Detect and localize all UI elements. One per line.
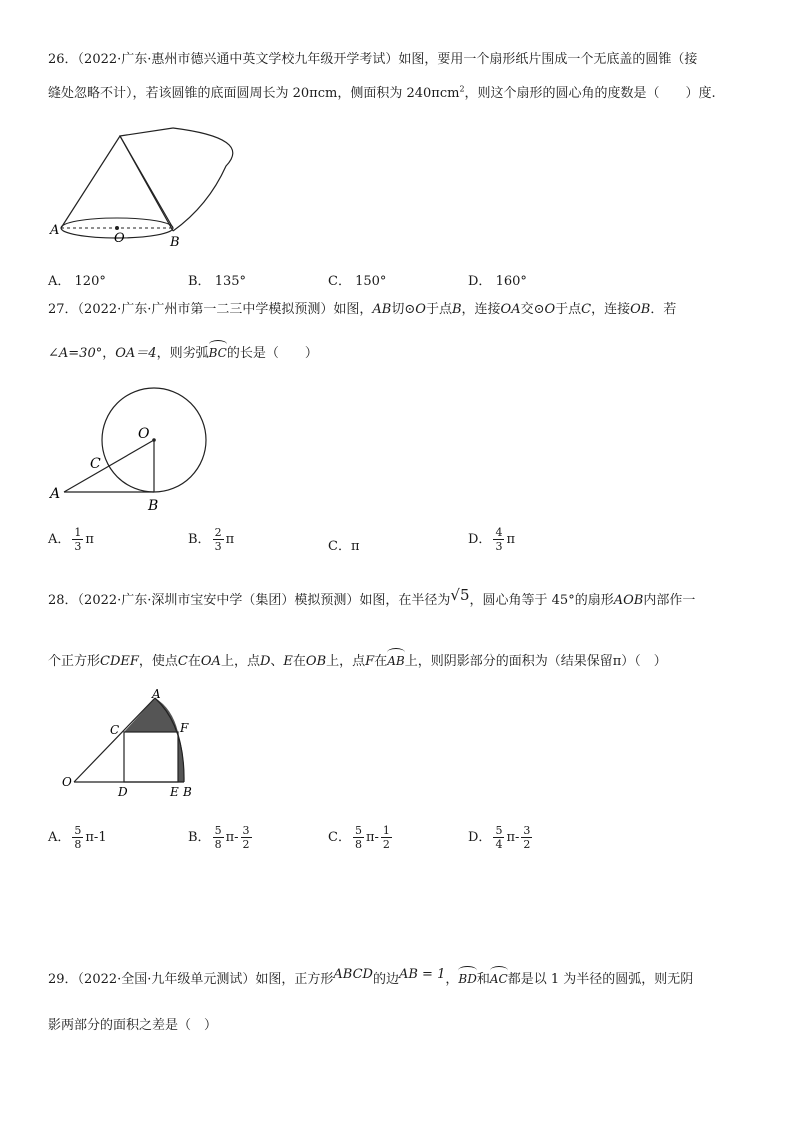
q27-line-1: 27．（2022·广东·广州市第一二三中学模拟预测）如图，AB切⊙O于点B，连接OA交⊙O于点C，连接OB．若 <box>48 302 677 317</box>
q28-number: 28． <box>48 593 78 608</box>
q27-option-b[interactable]: B． $\frac{2}{3}$ π <box>188 526 235 553</box>
q26-option-a[interactable]: A． 120° <box>48 274 106 289</box>
q27-line-2: ∠A=30°，OA＝4，则劣弧BC的长是（ ） <box>48 340 318 361</box>
q26-option-d[interactable]: D． 160° <box>468 274 527 289</box>
q28-label-B: B <box>183 785 192 799</box>
q26-label-A: A <box>50 223 60 238</box>
q28-label-C: C <box>110 723 120 737</box>
q29-line-1: 29．（2022·全国·九年级单元测试）如图，正方形ABCD的边AB = 1，BD和AC都是以 1 为半径的圆弧，则无阴 <box>48 967 694 987</box>
q28-label-E: E <box>170 785 179 799</box>
q29-arc-BD: BD <box>458 966 476 986</box>
q27-label-B: B <box>148 498 159 514</box>
q28-arc-symbol: AB <box>387 648 404 668</box>
q26-sup: 2 <box>459 84 465 94</box>
q28-sector-figure <box>60 686 210 804</box>
q28-square-CDEF <box>124 732 178 782</box>
q28-option-c[interactable]: C． $\frac{5}{8}$ π- $\frac{1}{2}$ <box>328 824 390 851</box>
q27-option-a[interactable]: A． $\frac{1}{3}$ π <box>48 526 94 553</box>
q28-label-O: O <box>62 775 72 789</box>
q27-circle-figure <box>48 380 228 520</box>
q26-number: 26． <box>48 52 78 67</box>
q28-label-F: F <box>180 721 189 735</box>
q26-center-dot <box>115 226 119 230</box>
q28-option-d[interactable]: D． $\frac{5}{4}$ π- $\frac{3}{2}$ <box>468 824 531 851</box>
q28-label-D: D <box>118 785 128 799</box>
q27-option-d[interactable]: D． $\frac{4}{3}$ π <box>468 526 515 553</box>
q27-label-A: A <box>50 486 61 502</box>
q27-angle: ∠A=30° <box>48 346 103 361</box>
q26-text-2b: ，则这个扇形的圆心角的度数是（ ）度. <box>464 86 716 101</box>
q27-number: 27． <box>48 302 78 317</box>
q27-option-c[interactable]: C．π <box>328 539 360 554</box>
q26-cone-slant-edges <box>120 128 173 231</box>
q28-shade-top <box>124 698 178 732</box>
q26-option-b[interactable]: B． 135° <box>188 274 247 289</box>
q27-arc-symbol: BC <box>209 340 227 360</box>
q27-label-O: O <box>138 426 150 442</box>
q28-option-a[interactable]: A． $\frac{5}{8}$ π-1 <box>48 824 107 851</box>
q28-radius: √5 <box>450 586 470 604</box>
q26-cone-right-edge <box>120 136 173 228</box>
q26-line-2 <box>48 82 716 101</box>
q28-line-2: 个正方形CDEF，使点C在OA上，点D、E在OB上，点F在AB上，则阴影部分的面积为（结果保留π）（ ） <box>48 648 667 669</box>
q27-segment-OA <box>64 440 154 492</box>
q26-text-1: （2022·广东·惠州市德兴通中英文学校九年级开学考试）如图，要用一个扇形纸片围成一个无底盖的圆锥（接 <box>77 52 698 67</box>
q26-option-c[interactable]: C． 150° <box>328 274 387 289</box>
q28-option-b[interactable]: B． $\frac{5}{8}$ π- $\frac{3}{2}$ <box>188 824 250 851</box>
q29-arc-AC: AC <box>490 966 508 986</box>
q26-sector-arc <box>173 128 233 231</box>
q27-center-dot <box>152 438 156 442</box>
q26-cone-figure <box>48 108 248 258</box>
q27-label-C: C <box>90 456 101 472</box>
q28-line-1: 28．（2022·广东·深圳市宝安中学（集团）模拟预测）如图，在半径为√5，圆心角等于 45°的扇形AOB内部作一 <box>48 586 696 608</box>
q26-text-2a: 缝处忽略不计），若该圆锥的底面圆周长为 20πcm，侧面积为 240πcm <box>48 86 460 101</box>
q29-number: 29． <box>48 972 78 987</box>
q29-text-2: 影两部分的面积之差是（ ） <box>48 1018 218 1033</box>
q29-line-2 <box>48 1014 217 1033</box>
q26-cone-left-edge <box>61 136 120 228</box>
q28-label-A: A <box>152 687 161 701</box>
q26-label-O: O <box>114 231 125 246</box>
q28-radius-OA <box>74 698 155 782</box>
q26-line-1 <box>48 48 697 67</box>
q26-label-B: B <box>170 235 180 250</box>
